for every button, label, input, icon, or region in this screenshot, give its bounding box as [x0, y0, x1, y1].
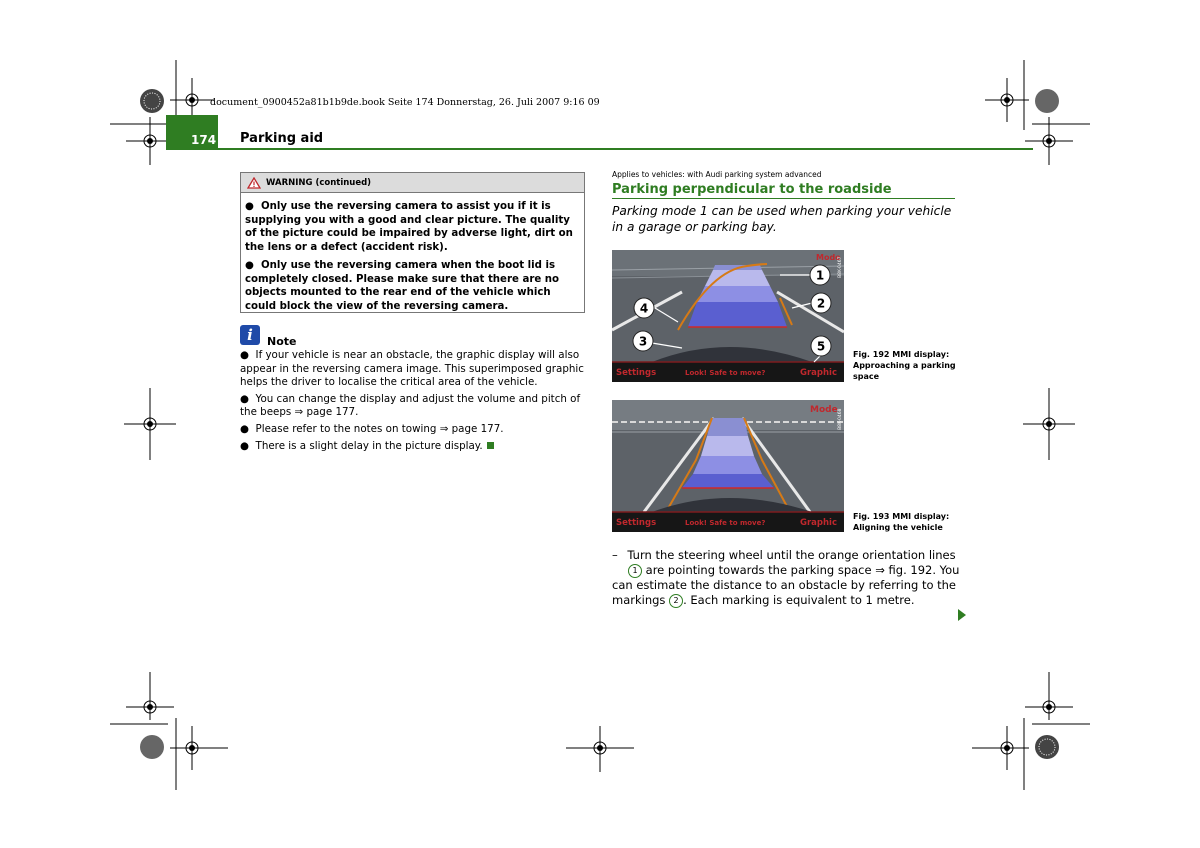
note-item: ● There is a slight delay in the picture display.: [240, 440, 585, 454]
info-icon: i: [240, 325, 260, 345]
warning-item: ● Only use the reversing camera when the boot lid is completely closed. Please make sure that there are no objects mounted to the rear end of the vehicle which could block the view of the reversing camera.: [245, 260, 560, 312]
screen-graphic-label: Graphic: [800, 518, 837, 528]
note-item: ● You can change the display and adjust the volume and pitch of the beeps ⇒ page 177.: [240, 392, 581, 419]
figure-192-screen: [612, 250, 844, 382]
intro-text: Parking mode 1 can be used when parking your vehicle in a garage or parking bay.: [612, 204, 952, 234]
subsection-rule: [612, 198, 955, 199]
figure-193-caption: Fig. 193 MMI display: Aligning the vehicle: [853, 512, 950, 532]
screen-center-label: Look! Safe to move?: [685, 369, 766, 377]
note-title: Note: [267, 335, 297, 348]
screen-settings-label: Settings: [616, 368, 657, 378]
screen-graphic-label: Graphic: [800, 368, 837, 378]
step-text-2: are pointing towards the parking space ⇒ fig. 192. You can estimate the distance to an obstacle by referring to the markings: [612, 563, 960, 607]
subsection-title: Parking perpendicular to the roadside: [612, 182, 892, 197]
step-text-3: . Each marking is equivalent to 1 metre.: [683, 593, 915, 607]
warning-item: ● Only use the reversing camera to assist you if it is supplying you with a good and clear picture. The quality of the picture could be impaired by adverse light, dirt on the lens or a defect (accident risk).: [245, 201, 573, 253]
warning-triangle-icon: [247, 177, 261, 189]
header-rule: [166, 148, 1033, 150]
callout-3: 3: [638, 334, 648, 349]
continue-arrow-icon: [958, 609, 966, 621]
figure-code: B8K-0468: [838, 408, 843, 430]
figure-code: B8K-0467: [838, 256, 843, 278]
callout-1: 1: [815, 268, 825, 283]
callout-ref-1: 1: [628, 564, 642, 578]
figure-193-screen: [612, 400, 844, 532]
step-dash: –: [612, 548, 618, 562]
page-number: 174: [191, 133, 217, 147]
step-text-1: Turn the steering wheel until the orange orientation lines: [627, 548, 956, 562]
callout-2: 2: [816, 296, 826, 311]
file-header: document_0900452a81b1b9de.book Seite 174 Donnerstag, 26. Juli 2007 9:16 09: [210, 97, 600, 108]
camera-image: [612, 400, 844, 532]
screen-center-label: Look! Safe to move?: [685, 519, 766, 527]
screen-mode-label: Mode: [810, 405, 838, 415]
camera-image: [612, 250, 844, 382]
warning-heading-text: WARNING (continued): [266, 177, 372, 188]
warning-heading: [241, 173, 584, 193]
callout-4: 4: [639, 301, 649, 316]
screen-mode-label: Mode: [816, 253, 841, 262]
applies-to: Applies to vehicles: with Audi parking system advanced: [612, 170, 822, 179]
section-title: Parking aid: [240, 131, 324, 146]
warning-box: [240, 172, 585, 313]
callout-5: 5: [816, 339, 826, 354]
note-item: ● Please refer to the notes on towing ⇒ page 177.: [240, 422, 504, 435]
note-item: ● If your vehicle is near an obstacle, the graphic display will also appear in the reversing camera image. This superimposed graphic helps the driver to localise the critical area of the vehicle.: [240, 349, 584, 389]
section-end-marker: [487, 442, 494, 449]
figure-192-caption: Fig. 192 MMI display: Approaching a parking space: [853, 350, 956, 381]
instruction-step: [612, 548, 962, 608]
callout-ref-2: 2: [669, 594, 683, 608]
screen-settings-label: Settings: [616, 518, 657, 528]
note-body: [240, 349, 585, 456]
